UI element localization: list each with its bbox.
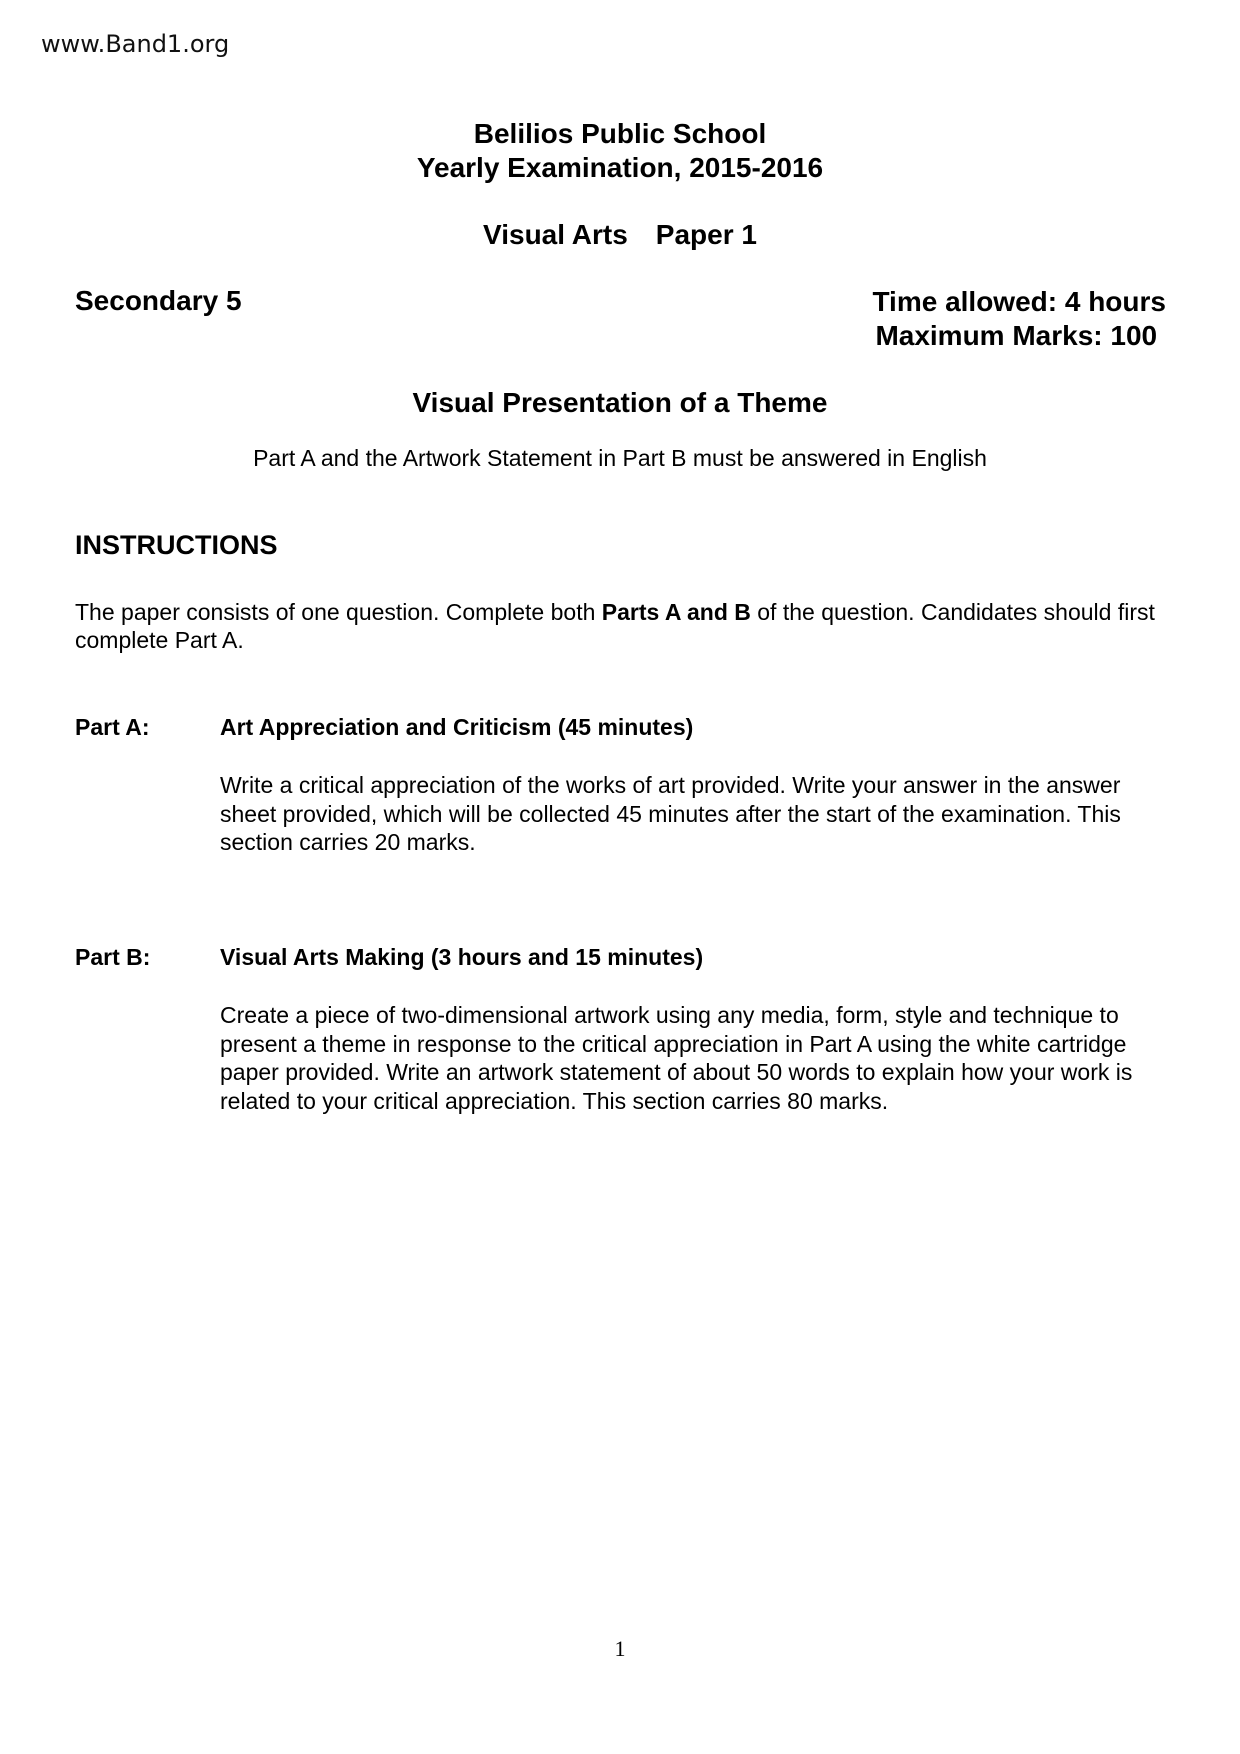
part-a-title: Art Appreciation and Criticism (45 minutes) [220, 714, 694, 740]
page-number: 1 [614, 1636, 626, 1661]
paper-number: Paper 1 [655, 219, 757, 250]
part-b-label: Part B: [75, 944, 151, 970]
watermark: www.Band1.org [41, 30, 230, 58]
part-a-label: Part A: [75, 714, 150, 740]
time-allowed: Time allowed: 4 hours [872, 286, 1166, 317]
part-b-body: Create a piece of two-dimensional artwork using any media, form, style and technique to present a theme in response to the critical appreciation in Part A using the white cartridge paper provided. Write an artwork statement of about 50 words to explain how your work is related to your critical appreciation. This section carries 80 marks. [220, 1002, 1133, 1114]
language-note: Part A and the Artwork Statement in Part B must be answered in English [253, 445, 987, 471]
exam-title: Yearly Examination, 2015-2016 [416, 152, 824, 183]
instructions-heading: INSTRUCTIONS [75, 530, 278, 560]
maximum-marks: Maximum Marks: 100 [875, 320, 1158, 351]
subject-paper [0, 218, 1240, 252]
instructions-text-bold: Parts A and B [601, 599, 751, 625]
part-a-body: Write a critical appreciation of the works of art provided. Write your answer in the answer sheet provided, which will be collected 45 minutes after the start of the examination. This section carries 20 marks. [220, 772, 1121, 855]
level: Secondary 5 [75, 285, 242, 316]
instructions-text-start: The paper consists of one question. Complete both [75, 599, 602, 625]
theme-title: Visual Presentation of a Theme [412, 387, 828, 418]
subject: Visual Arts [483, 219, 628, 250]
exam-meta [872, 285, 1166, 353]
instructions-text-end: of the question. Candidates should first complete Part A. [75, 599, 1155, 653]
instructions-text [75, 598, 1165, 654]
part-b-title: Visual Arts Making (3 hours and 15 minutes) [220, 944, 704, 970]
school-name: Belilios Public School [473, 118, 767, 149]
